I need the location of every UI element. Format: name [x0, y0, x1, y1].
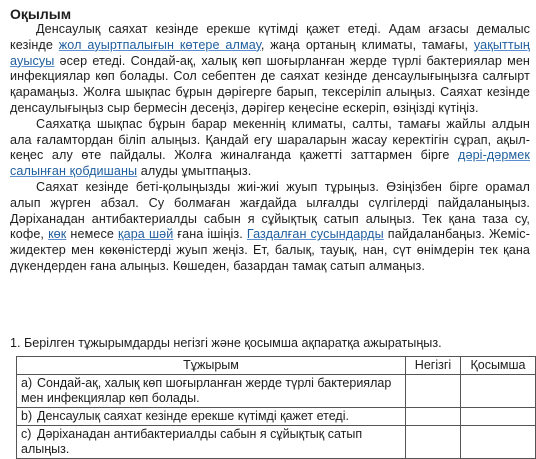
statement-cell: [17, 408, 406, 426]
passage-text: Саяхатқа шықпас бұрын барар мекеннің климаты, салты, тамағы жайлы алдын ала ғаламтордан біліп алыңыз. Қандай егу шараларын жасау керектігін сұрап, ақыл-кеңес алу өте пайдалы. Жолға жиналғанда қажетті заттармен бірге: [10, 116, 530, 163]
statement-cell: [17, 375, 406, 408]
highlighted-term[interactable]: қара шәй: [117, 227, 174, 242]
additional-cell[interactable]: [461, 426, 536, 459]
paragraph-1: [10, 22, 530, 117]
paragraph-3: [10, 180, 530, 275]
passage-text: ғана ішіңіз.: [173, 227, 247, 242]
highlighted-term[interactable]: жол ауыртпалығын көтере алмау: [58, 37, 261, 52]
reading-passage: [10, 22, 530, 275]
highlighted-term[interactable]: көк: [48, 227, 67, 242]
header-additional: Қосымша: [461, 357, 536, 375]
section-title: Оқылым: [10, 6, 72, 22]
additional-cell[interactable]: [461, 375, 536, 408]
passage-text: алуды ұмытпаңыз.: [137, 164, 252, 179]
statement-text: Денсаулық саяхат кезінде ерекше күтімді қажет етеді.: [37, 409, 349, 423]
table-row: [17, 375, 536, 408]
statement-text: Дәріханадан антибактериалды сабын я сұйықтық сатып алыңыз.: [21, 427, 363, 456]
main-cell[interactable]: [406, 375, 461, 408]
table-row: [17, 426, 536, 459]
passage-text: әсер етеді. Сондай-ақ, халық көп шоғырланған жерде түрлі бактериялар мен инфекциялар көп болады. Сол себептен де саяхат кезінде денсаулығыңызға салғырт қарамаңыз. Жолға шықпас бұрын дәрігерге барып, тексеріліп алыңыз. Саяхат кезінде денсаулығыңыз сыр бермесін десеңіз, дәрігер кеңесіне ескеріп, өзіңізді күтіңіз.: [10, 53, 530, 115]
table-header-row: [17, 357, 536, 375]
classification-table: [16, 356, 536, 459]
table-row: [17, 408, 536, 426]
highlighted-term[interactable]: уақыттың ауысуы: [10, 37, 530, 68]
main-cell[interactable]: [406, 426, 461, 459]
main-cell[interactable]: [406, 408, 461, 426]
row-letter: b): [21, 409, 33, 423]
header-main: Негізгі: [406, 357, 461, 375]
passage-text: немесе: [66, 227, 118, 242]
row-letter: a): [21, 376, 33, 390]
passage-text: Денсаулық саяхат кезінде ерекше күтімді қажет етеді. Адам ағзасы демалыс кезінде: [10, 22, 530, 52]
highlighted-term[interactable]: Газдалған сусындарды: [246, 227, 384, 242]
question-text: 1. Берілген тұжырымдарды негізгі және қосымша ақпаратқа ажыратыңыз.: [10, 336, 442, 350]
passage-text: , жаңа ортаның климаты, тамағы,: [260, 37, 474, 52]
additional-cell[interactable]: [461, 408, 536, 426]
row-letter: c): [21, 427, 32, 441]
passage-text: пайдаланбаңыз. Жеміс-жидектер мен көкөністерді жуып жеңіз. Ет, балық, тауық, нан, сүт өнімдерін тек қана дүкендерден ғана алыңыз. Көшеден, базардан тамақ сатып алмаңыз.: [10, 227, 530, 273]
passage-text: Саяхат кезінде беті-қолыңызды жиі-жиі жуып тұрыңыз. Өзіңізбен бірге орамал алып жүрген абзал. Су болмаған жағдайда ылғалды сүлгілерді пайдаланыңыз. Дәріханадан антибактериалды сабын я сұйықтық сатып алыңыз. Тек қана таза су, кофе,: [10, 179, 530, 242]
header-statement: Тұжырым: [17, 357, 406, 375]
paragraph-2: [10, 117, 530, 180]
highlighted-term[interactable]: дәрі-дәрмек салынған қобдишаны: [10, 148, 530, 179]
statement-cell: [17, 426, 406, 459]
statement-text: Сондай-ақ, халық көп шоғырланған жерде түрлі бактериялар мен инфекциялар көп болады.: [21, 376, 392, 405]
